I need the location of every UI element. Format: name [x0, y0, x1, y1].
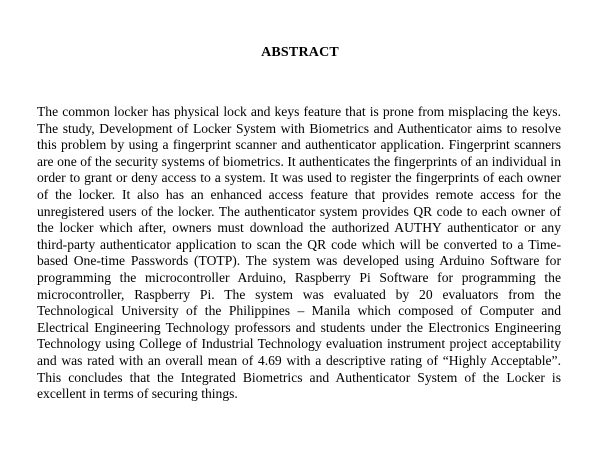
abstract-heading: ABSTRACT	[261, 45, 339, 60]
abstract-paragraph: The common locker has physical lock and keys feature that is prone from misplacing the keys. The study, Development of Locker System with Biometrics and Authenticator aims to resolve this problem by using a fingerprint scanner and authenticator application. Fingerprint scanners are one of the security systems of biometrics. It authenticates the fingerprints of an individual in order to grant or deny access to a system. It was used to register the fingerprints of each owner of the locker. It also has an enhanced access feature that provides remote access for the unregistered users of the locker. The authenticator system provides QR code to each owner of the locker which after, owners must download the authorized AUTHY authenticator or any third-party authenticator application to scan the QR code which will be converted to a Time-based One-time Passwords (TOTP). The system was developed using Arduino Software for programming the microcontroller Arduino, Raspberry Pi Software for programming the microcontroller, Raspberry Pi. The system was evaluated by 20 evaluators from the Technological University of the Philippines – Manila which composed of Computer and Electrical Engineering Technology professors and students under the Electronics Engineering Technology using College of Industrial Technology evaluation instrument project acceptability and was rated with an overall mean of 4.69 with a descriptive rating of “Highly Acceptable”. This concludes that the Integrated Biometrics and Authenticator System of the Locker is excellent in terms of securing things.	[37, 104, 561, 402]
